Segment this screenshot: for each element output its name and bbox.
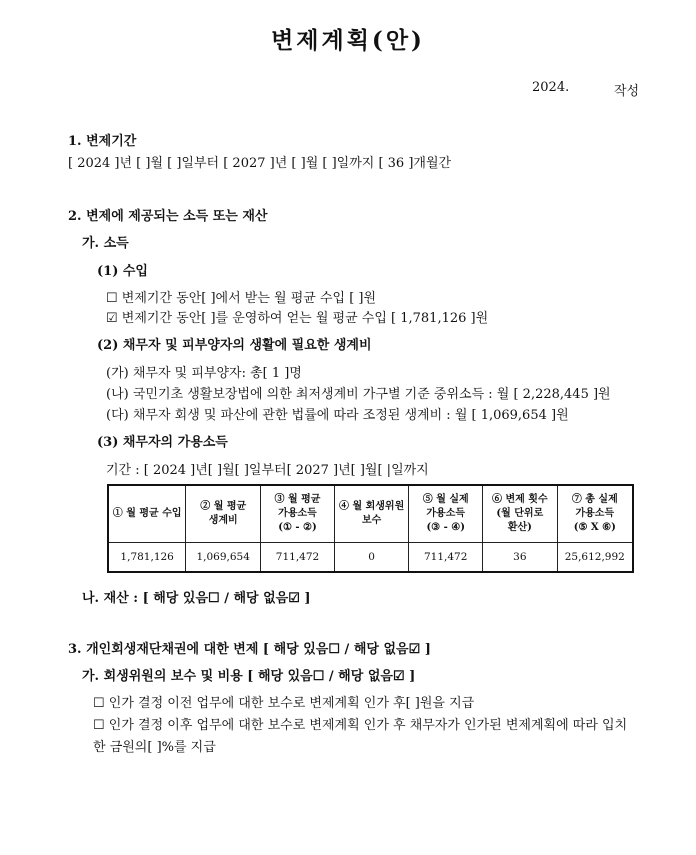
date-text: 2024. (532, 80, 570, 95)
repayment-period-line: [ 2024 ]년 [ ]월 [ ]일부터 [ 2027 ]년 [ ]월 [ ]일까지 [ 36 ]개월간 (68, 156, 452, 171)
table-cell: 1,069,654 (186, 543, 261, 573)
table-header-cell: ⑤ 월 실제 가용소득 (③ - ④) (409, 485, 483, 543)
revenue-heading: (1) 수입 (97, 264, 148, 279)
property-line: 나. 재산 : [ 해당 있음☐ / 해당 없음☑ ] (82, 591, 311, 606)
table-header-cell: ⑥ 변제 횟수 (월 단위로 환산) (483, 485, 558, 543)
document-title: 변제계획(안) (271, 27, 425, 54)
table-cell: 711,472 (409, 543, 483, 573)
adjusted-living-cost-line: (다) 채무자 회생 및 파산에 관한 법률에 따라 조정된 생계비 : 월 [ 1,069,654 ]원 (106, 408, 569, 423)
section-2-heading: 2. 변제에 제공되는 소득 또는 재산 (68, 209, 268, 224)
trustee-fee-option-after-cont: 한 금원의[ ]%를 지급 (93, 740, 216, 755)
section-1-heading: 1. 변제기간 (68, 134, 137, 149)
disposable-period-line: 기간 : [ 2024 ]년[ ]월[ ]일부터[ 2027 ]년[ ]월[ |일까지 (106, 463, 429, 478)
revenue-option-salary: ☐ 변제기간 동안[ ]에서 받는 월 평균 수입 [ ]원 (106, 291, 377, 306)
table-cell: 0 (334, 543, 408, 573)
trustee-fee-heading: 가. 회생위원의 보수 및 비용 [ 해당 있음☐ / 해당 없음☑ ] (82, 669, 416, 684)
table-cell: 25,612,992 (557, 543, 633, 573)
table-row (108, 543, 633, 573)
table-header-row (108, 485, 633, 543)
dependents-line: (가) 채무자 및 피부양자: 총[ 1 ]명 (106, 366, 302, 381)
table-header-cell: ① 월 평균 수입 (108, 485, 186, 543)
trustee-fee-option-after: ☐ 인가 결정 이후 업무에 대한 보수로 변제계획 인가 후 채무자가 인가된 변제계획에 따라 입치 (93, 718, 628, 733)
disposable-income-table (107, 484, 634, 573)
living-cost-heading: (2) 채무자 및 피부양자의 생활에 필요한 생계비 (97, 338, 372, 353)
table-cell: 1,781,126 (108, 543, 186, 573)
table-cell: 711,472 (261, 543, 335, 573)
table-header-cell: ③ 월 평균 가용소득 (① - ②) (261, 485, 335, 543)
trustee-fee-option-before: ☐ 인가 결정 이전 업무에 대한 보수로 변제계획 인가 후[ ]원을 지급 (93, 696, 475, 711)
section-3-heading: 3. 개인회생재단채권에 대한 변제 [ 해당 있음☐ / 해당 없음☑ ] (68, 642, 431, 657)
disposable-income-heading: (3) 채무자의 가용소득 (97, 435, 228, 450)
table-cell: 36 (483, 543, 558, 573)
median-income-line: (나) 국민기초 생활보장법에 의한 최저생계비 가구별 기준 중위소득 : 월 [ 2,228,445 ]원 (106, 387, 611, 402)
table-header-cell: ② 월 평균 생계비 (186, 485, 261, 543)
date-suffix-text: 작성 (614, 84, 640, 99)
revenue-option-business: ☑ 변제기간 동안[ ]를 운영하여 얻는 월 평균 수입 [ 1,781,126 ]원 (106, 311, 489, 326)
table-header-cell: ④ 월 회생위원 보수 (334, 485, 408, 543)
income-subheading: 가. 소득 (82, 236, 129, 251)
table-header-cell: ⑦ 총 실제 가용소득 (⑤ X ⑥) (557, 485, 633, 543)
